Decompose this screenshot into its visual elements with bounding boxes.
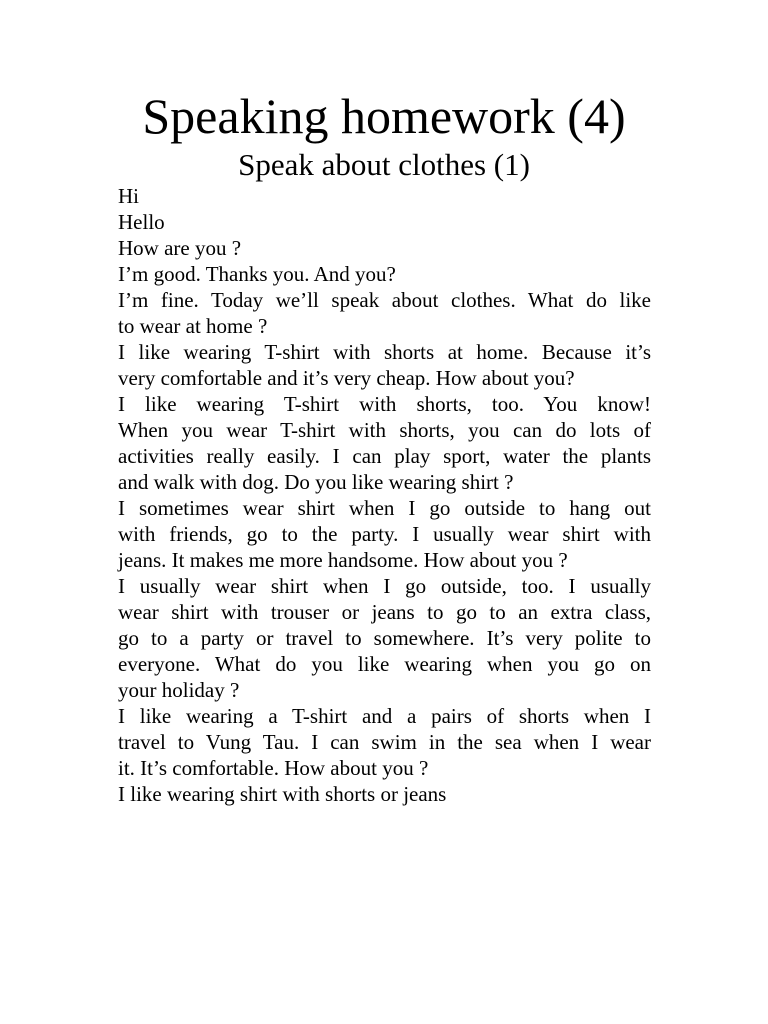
dialogue-line: wear shirt with trouser or jeans to go to an extra class, [118,600,651,624]
dialogue-line: I’m fine. Today we’ll speak about clothes. What do like [118,288,651,312]
dialogue-line: Hello [118,210,165,234]
dialogue-line: I like wearing T-shirt with shorts, too. You know! [118,392,651,416]
page-title: Speaking homework (4) [142,88,626,144]
dialogue-line: very comfortable and it’s very cheap. How about you? [118,366,575,390]
dialogue-line: I like wearing a T-shirt and a pairs of shorts when I [118,704,651,728]
dialogue-line: with friends, go to the party. I usually wear shirt with [118,522,651,546]
dialogue-line: I usually wear shirt when I go outside, too. I usually [118,574,651,598]
dialogue-line: travel to Vung Tau. I can swim in the sea when I wear [118,730,651,754]
dialogue-body [118,183,651,807]
dialogue-line: it. It’s comfortable. How about you ? [118,756,429,780]
dialogue-line: jeans. It makes me more handsome. How about you ? [118,548,568,572]
dialogue-line: I’m good. Thanks you. And you? [118,262,396,286]
page-subtitle: Speak about clothes (1) [238,147,530,182]
dialogue-line: activities really easily. I can play sport, water the plants [118,444,651,468]
dialogue-line: I like wearing shirt with shorts or jeans [118,782,447,806]
dialogue-line: to wear at home ? [118,314,268,338]
dialogue-line: I like wearing T-shirt with shorts at home. Because it’s [118,340,651,364]
dialogue-line: and walk with dog. Do you like wearing shirt ? [118,470,514,494]
dialogue-line: When you wear T-shirt with shorts, you can do lots of [118,418,651,442]
dialogue-line: I sometimes wear shirt when I go outside to hang out [118,496,651,520]
dialogue-line: How are you ? [118,236,242,260]
dialogue-line: Hi [118,184,139,208]
dialogue-line: go to a party or travel to somewhere. It’s very polite to [118,626,651,650]
dialogue-line: your holiday ? [118,678,240,702]
dialogue-line: everyone. What do you like wearing when you go on [118,652,651,676]
